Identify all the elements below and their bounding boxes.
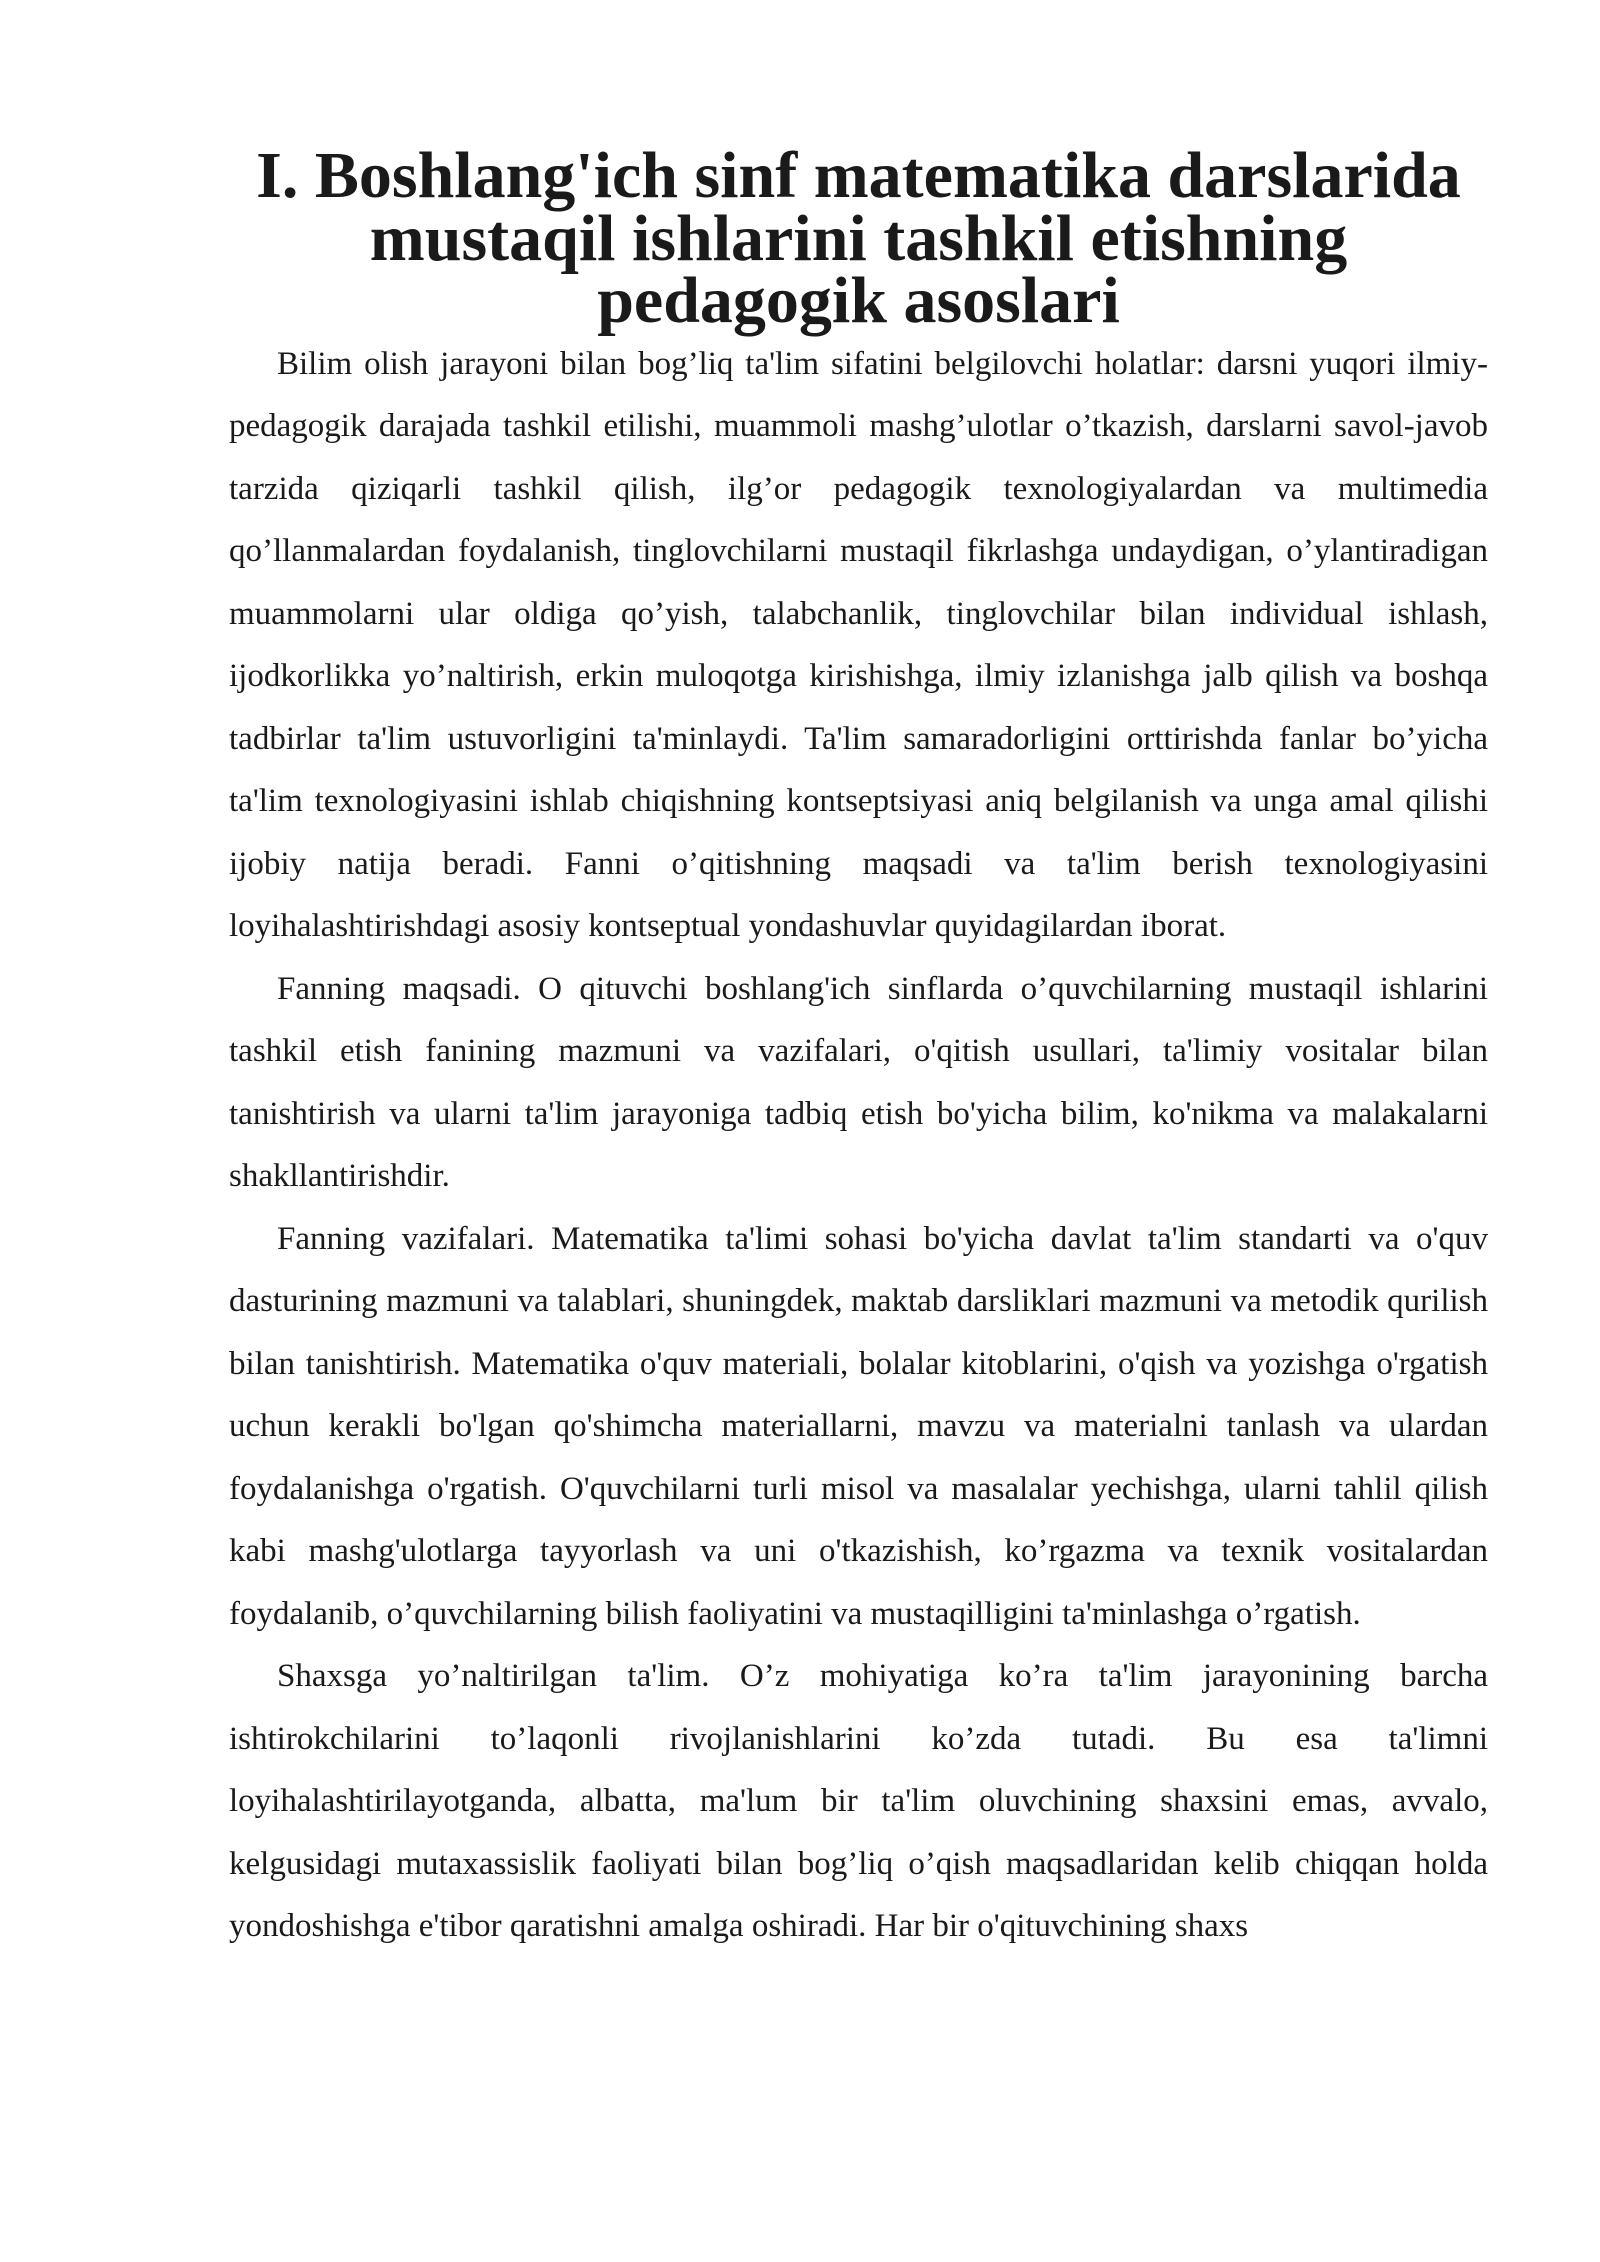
paragraph-3: Fanning vazifalari. Matematika ta'limi sohasi bo'yicha davlat ta'lim standarti va o'quv dasturining mazmuni va talablari, shuningdek, maktab darsliklari mazmuni va metodik qurilish bilan tanishtirish. Matematika o'quv materiali, bolalar kitoblarini, o'qish va yozishga o'rgatish uchun kerakli bo'lgan qo'shimcha materiallarni, mavzu va materialni tanlash va ulardan foydalanishga o'rgatish. O'quvchilarni turli misol va masalalar yechishga, ularni tahlil qilish kabi mashg'ulotlarga tayyorlash va uni o'tkazishish, ko’rgazma va texnik vositalardan foydalanib, o’quvchilarning bilish faoliyatini va mustaqilligini ta'minlashga o’rgatish.: [229, 1220, 1488, 1632]
paragraph-4: Shaxsga yo’naltirilgan ta'lim. O’z mohiyatiga ko’ra ta'lim jarayonining barcha ishtirokchilarini to’laqonli rivojlanishlarini ko’zda tutadi. Bu esa ta'limni loyihalashtirilayotganda, albatta, ma'lum bir ta'lim oluvchining shaxsini emas, avvalo, kelgusidagi mutaxassislik faoliyati bilan bog’liq o’qish maqsadlaridan kelib chiqqan holda yondoshishga e'tibor qaratishni amalga oshiradi. Har bir o'qituvchining shaxs: [229, 1658, 1488, 1944]
paragraph-2: Fanning maqsadi. O qituvchi boshlang'ich sinflarda o’quvchilarning mustaqil ishlarini tashkil etish fanining mazmuni va vazifalari, o'qitish usullari, ta'limiy vositalar bilan tanishtirish va ularni ta'lim jarayoniga tadbiq etish bo'yicha bilim, ko'nikma va malakalarni shakllantirishdir.: [229, 970, 1488, 1194]
paragraph-1: Bilim olish jarayoni bilan bog’liq ta'lim sifatini belgilovchi holatlar: darsni yuqori ilmiy-pedagogik darajada tashkil etilishi, muammoli mashg’ulotlar o’tkazish, darslarni savol-javob tarzida qiziqarli tashkil qilish, ilg’or pedagogik texnologiyalardan va multimedia qo’llanmalardan foydalanish, tinglovchilarni mustaqil fikrlashga undaydigan, o’ylantiradigan muammolarni ular oldiga qo’yish, talabchanlik, tinglovchilar bilan individual ishlash, ijodkorlikka yo’naltirish, erkin muloqotga kirishishga, ilmiy izlanishga jalb qilish va boshqa tadbirlar ta'lim ustuvorligini ta'minlaydi. Ta'lim samaradorligini orttirishda fanlar bo’yicha ta'lim texnologiyasini ishlab chiqishning kontseptsiyasi aniq belgilanish va unga amal qilishi ijobiy natija beradi. Fanni o’qitishning maqsadi va ta'lim berish texnologiyasini loyihalashtirishdagi asosiy kontseptual yondashuvlar quyidagilardan iborat.: [229, 345, 1488, 944]
document-title: I. Boshlang'ich sinf matematika darslarida mustaqil ishlarini tashkil etishning pedagogik asoslari: [256, 139, 1461, 337]
document-page: [229, 139, 1488, 1958]
